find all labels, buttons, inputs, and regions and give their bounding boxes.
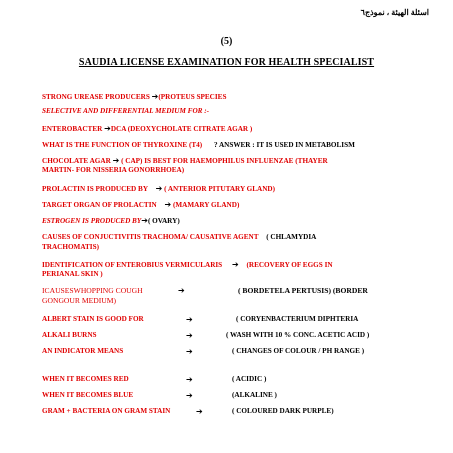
- arrow-icon: ➔: [178, 286, 185, 295]
- question-text: CHOCOLATE AGAR: [42, 157, 111, 165]
- line-trachoma: [42, 233, 316, 242]
- answer-text-16: (ALKALINE ): [232, 391, 277, 399]
- question-text: CAUSES OF CONJUCTIVITIS TRACHOMA/ CAUSATIVE AGENT: [42, 233, 259, 241]
- question-text: TARGET ORGAN OF PROLACTIN: [42, 201, 157, 209]
- arrow-icon: ➔: [164, 200, 172, 209]
- answer-text-17: ( COLOURED DARK PURPLE): [232, 407, 334, 415]
- answer-text-13: ( WASH WITH 10 % CONC. ACETIC ACID ): [226, 331, 370, 339]
- line-prolactin-target: [42, 200, 239, 210]
- answer-text: ( CAP) IS BEST FOR HAEMOPHILUS INFLUENZAE (THAYER: [121, 157, 328, 165]
- arrow-icon-11: [178, 286, 185, 296]
- arrow-icon-17: [196, 407, 203, 417]
- question-text: STRONG UREASE PRODUCERS: [42, 93, 150, 101]
- arrow-icon-13: [186, 331, 193, 341]
- arrow-icon-14: [186, 347, 193, 357]
- line-enterobius-cont: [42, 270, 103, 279]
- answer-text-cont: MARTIN- FOR NISSERIA GONORRHOEA): [42, 166, 185, 174]
- answer-text-cont: PERIANAL SKIN ): [42, 270, 103, 278]
- arrow-icon: ➔: [112, 156, 120, 165]
- question-text: ENTEROBACTER: [42, 125, 103, 133]
- answer-text: ( OVARY): [147, 217, 180, 225]
- answer-text-cont: TRACHOMATIS): [42, 243, 99, 251]
- question-text: ALKALI BURNS: [42, 331, 97, 339]
- page-number: (5): [220, 36, 233, 47]
- arrow-icon-12: [186, 315, 193, 325]
- line-chocolate-agar-cont: [42, 166, 184, 175]
- line-whooping-cough-cont: [42, 296, 116, 305]
- question-text: WHAT IS THE FUNCTION OF THYROXINE (T4): [42, 141, 203, 149]
- heading-text: SELECTIVE AND DIFFERENTIAL MEDIUM FOR :-: [42, 107, 210, 115]
- question-text: ESTROGEN IS PRODUCED BY: [42, 217, 142, 225]
- arrow-icon: ➔: [186, 391, 193, 400]
- arrow-icon: ➔: [186, 331, 193, 340]
- answer-text-12: ( CORYENBACTERIUM DIPHTERIA: [236, 315, 359, 323]
- arrow-icon-16: [186, 391, 193, 401]
- line-gram-positive: [42, 407, 170, 416]
- answer-text-14: ( CHANGES OF COLOUR / PH RANGE ): [232, 347, 365, 355]
- question-text: ALBERT STAIN IS GOOD FOR: [42, 315, 144, 323]
- arrow-icon: ➔: [104, 124, 111, 133]
- answer-text-11: ( BORDETELA PERTUSIS) (BORDER: [238, 286, 368, 295]
- answer-text: (RECOVERY OF EGGS IN: [246, 261, 333, 269]
- line-chocolate-agar: [42, 156, 328, 166]
- answer-text-cont: GONGOUR MEDIUM): [42, 296, 117, 305]
- line-alkali-burns: [42, 331, 97, 340]
- arrow-icon: ➔: [196, 407, 203, 416]
- corner-heading: اسئلة الهيئة ، نموذج٦: [360, 8, 429, 17]
- line-trachoma-cont: [42, 243, 99, 252]
- answer-text: ( CHLAMYDIA: [266, 233, 317, 241]
- line-thyroxine: [42, 141, 355, 150]
- question-text: AN INDICATOR MEANS: [42, 347, 124, 355]
- question-text: GRAM + BACTERIA ON GRAM STAIN: [42, 407, 171, 415]
- answer-text: ( ANTERIOR PITUTARY GLAND): [164, 185, 276, 193]
- line-enterobacter: [42, 124, 252, 134]
- line-whooping-cough: [42, 286, 143, 295]
- line-becomes-red: [42, 375, 129, 384]
- line-selective-medium: [42, 107, 209, 116]
- line-urease: [42, 92, 226, 102]
- answer-text: (PROTEUS SPECIES: [158, 93, 227, 101]
- line-prolactin-produced: [42, 184, 275, 194]
- line-albert-stain: [42, 315, 144, 324]
- line-enterobius: [42, 260, 333, 270]
- answer-text: ? ANSWER : IT IS USED IN METABOLISM: [213, 141, 355, 149]
- question-text: PROLACTIN IS PRODUCED BY: [42, 185, 148, 193]
- arrow-icon: ➔: [186, 315, 193, 324]
- line-becomes-blue: [42, 391, 133, 400]
- answer-text: (MAMARY GLAND): [172, 201, 240, 209]
- arrow-icon: ➔: [186, 375, 193, 384]
- arrow-icon: ➔: [186, 347, 193, 356]
- arrow-icon: ➔: [155, 184, 163, 193]
- line-indicator: [42, 347, 123, 356]
- question-text: WHEN IT BECOMES BLUE: [42, 391, 134, 399]
- answer-text: DCA (DEOXYCHOLATE CITRATE AGAR ): [110, 125, 253, 133]
- arrow-icon: ➔: [141, 216, 148, 225]
- arrow-icon: ➔: [231, 260, 239, 269]
- question-text: IDENTIFICATION OF ENTEROBIUS VERMICULARIS: [42, 261, 223, 269]
- question-text: ICAUSESWHOPPING COUGH: [42, 286, 143, 295]
- line-estrogen: [42, 216, 180, 226]
- arrow-icon: ➔: [151, 92, 159, 101]
- document-title: SAUDIA LICENSE EXAMINATION FOR HEALTH SPECIALIST: [78, 57, 375, 68]
- arrow-icon-15: [186, 375, 193, 385]
- answer-text-15: ( ACIDIC ): [232, 375, 267, 383]
- question-text: WHEN IT BECOMES RED: [42, 375, 129, 383]
